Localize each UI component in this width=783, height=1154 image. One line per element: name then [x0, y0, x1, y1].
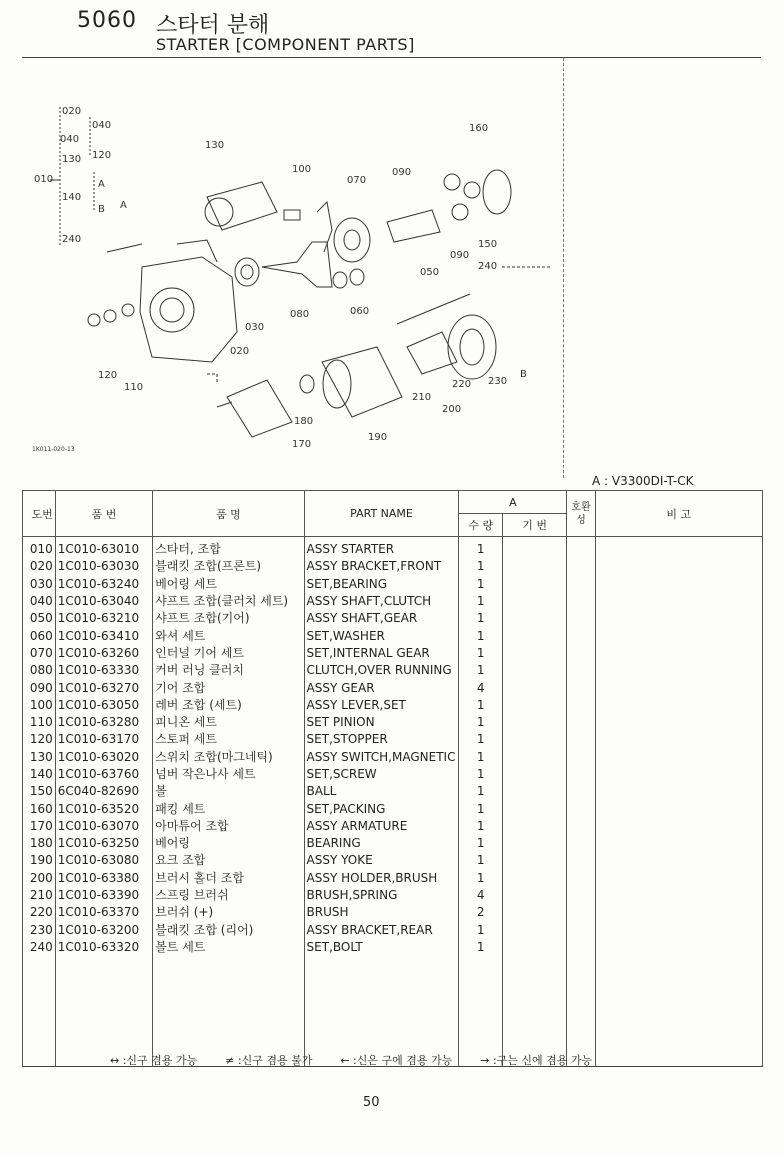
cell-empty — [567, 852, 595, 869]
cell-empty — [595, 904, 762, 921]
table-row — [23, 852, 763, 869]
cell-empty — [502, 697, 566, 714]
cell-empty — [502, 679, 566, 696]
cell-empty — [595, 714, 762, 731]
cell-empty — [55, 956, 152, 1067]
cell-empty — [567, 835, 595, 852]
callout-label: 040 — [60, 134, 80, 145]
cell-name-en: ASSY STARTER — [304, 537, 459, 559]
callout-label: 120 — [98, 370, 118, 381]
cell-name-kr: 패킹 세트 — [153, 800, 304, 817]
callout-label: 120 — [92, 150, 112, 161]
page-title-en: STARTER [COMPONENT PARTS] — [156, 35, 415, 54]
cell-no: 090 — [23, 679, 56, 696]
cell-empty — [304, 956, 459, 1067]
cell-qty: 1 — [459, 697, 502, 714]
cell-name-kr: 넘버 작은나사 세트 — [153, 766, 304, 783]
table-row — [23, 697, 763, 714]
callout-label: 230 — [488, 376, 508, 387]
cell-empty — [502, 870, 566, 887]
cell-part-no: 1C010-63070 — [55, 818, 152, 835]
cell-empty — [502, 835, 566, 852]
cell-part-no: 1C010-63050 — [55, 697, 152, 714]
cell-qty: 1 — [459, 939, 502, 956]
table-filler-row — [23, 956, 763, 1067]
callout-label: 060 — [350, 306, 370, 317]
table-row — [23, 835, 763, 852]
callout-label: 090 — [392, 167, 412, 178]
cell-empty — [502, 939, 566, 956]
table-row — [23, 818, 763, 835]
cell-qty: 1 — [459, 818, 502, 835]
cell-no: 100 — [23, 697, 56, 714]
cell-empty — [567, 922, 595, 939]
cell-no: 230 — [23, 922, 56, 939]
cell-empty — [567, 714, 595, 731]
cell-empty — [595, 627, 762, 644]
cell-qty: 1 — [459, 558, 502, 575]
cell-empty — [595, 558, 762, 575]
cell-no: 040 — [23, 593, 56, 610]
cell-name-en: CLUTCH,OVER RUNNING — [304, 662, 459, 679]
callout-label: 200 — [442, 404, 462, 415]
cell-name-en: SET,BEARING — [304, 576, 459, 593]
callout-label: 100 — [292, 164, 312, 175]
cell-name-en: ASSY LEVER,SET — [304, 697, 459, 714]
table-row — [23, 766, 763, 783]
cell-empty — [502, 662, 566, 679]
cell-empty — [595, 576, 762, 593]
cell-name-en: SET,PACKING — [304, 800, 459, 817]
cell-empty — [502, 956, 566, 1067]
cell-part-no: 1C010-63080 — [55, 852, 152, 869]
cell-qty: 4 — [459, 887, 502, 904]
callout-label: A — [98, 179, 105, 190]
cell-empty — [502, 818, 566, 835]
table-row — [23, 922, 763, 939]
cell-empty — [595, 749, 762, 766]
cell-name-en: SET,STOPPER — [304, 731, 459, 748]
cell-qty: 1 — [459, 645, 502, 662]
exploded-diagram — [22, 62, 562, 472]
cell-name-en: ASSY SHAFT,GEAR — [304, 610, 459, 627]
callout-label: 130 — [205, 140, 225, 151]
cell-name-kr: 샤프트 조합(클러치 세트) — [153, 593, 304, 610]
cell-part-no: 1C010-63210 — [55, 610, 152, 627]
cell-empty — [567, 645, 595, 662]
cell-empty — [595, 783, 762, 800]
cell-empty — [567, 904, 595, 921]
cell-name-en: BRUSH — [304, 904, 459, 921]
cell-name-kr: 베어링 — [153, 835, 304, 852]
cell-part-no: 6C040-82690 — [55, 783, 152, 800]
col-name-en-header: PART NAME — [304, 491, 459, 537]
cell-empty — [567, 818, 595, 835]
callout-label: 090 — [450, 250, 470, 261]
cell-no: 140 — [23, 766, 56, 783]
cell-name-kr: 레버 조합 (세트) — [153, 697, 304, 714]
cell-empty — [595, 766, 762, 783]
cell-part-no: 1C010-63760 — [55, 766, 152, 783]
callout-label: 220 — [452, 379, 472, 390]
cell-part-no: 1C010-63030 — [55, 558, 152, 575]
table-row — [23, 783, 763, 800]
cell-no: 240 — [23, 939, 56, 956]
cell-part-no: 1C010-63010 — [55, 537, 152, 559]
callout-label: 160 — [469, 123, 489, 134]
table-row — [23, 939, 763, 956]
cell-part-no: 1C010-63170 — [55, 731, 152, 748]
cell-name-kr: 블래킷 조합 (리어) — [153, 922, 304, 939]
cell-part-no: 1C010-63200 — [55, 922, 152, 939]
table-row — [23, 576, 763, 593]
cell-empty — [595, 800, 762, 817]
cell-empty — [595, 537, 762, 559]
cell-empty — [595, 818, 762, 835]
cell-part-no: 1C010-63020 — [55, 749, 152, 766]
cell-name-en: SET,SCREW — [304, 766, 459, 783]
table-row — [23, 610, 763, 627]
cell-no: 080 — [23, 662, 56, 679]
cell-name-en: ASSY ARMATURE — [304, 818, 459, 835]
table-row — [23, 887, 763, 904]
cell-name-kr: 피니온 세트 — [153, 714, 304, 731]
cell-empty — [502, 714, 566, 731]
figure-code: 1K011-020-13 — [32, 446, 75, 453]
cell-no: 130 — [23, 749, 56, 766]
cell-empty — [595, 610, 762, 627]
callout-label: 020 — [230, 346, 250, 357]
cell-name-kr: 와셔 세트 — [153, 627, 304, 644]
cell-qty: 1 — [459, 627, 502, 644]
cell-no: 030 — [23, 576, 56, 593]
cell-no: 070 — [23, 645, 56, 662]
cell-no: 020 — [23, 558, 56, 575]
cell-name-kr: 커버 러닝 클러치 — [153, 662, 304, 679]
cell-name-en: SET,WASHER — [304, 627, 459, 644]
cell-qty: 1 — [459, 783, 502, 800]
cell-name-en: BRUSH,SPRING — [304, 887, 459, 904]
page-number: 50 — [363, 1095, 380, 1110]
cell-part-no: 1C010-63330 — [55, 662, 152, 679]
cell-qty: 1 — [459, 870, 502, 887]
cell-no: 060 — [23, 627, 56, 644]
cell-name-en: ASSY BRACKET,FRONT — [304, 558, 459, 575]
cell-empty — [567, 576, 595, 593]
cell-empty — [595, 645, 762, 662]
callout-label: 040 — [92, 120, 112, 131]
cell-name-en: SET,BOLT — [304, 939, 459, 956]
callout-label: 070 — [347, 175, 367, 186]
callout-label: 010 — [34, 174, 54, 185]
cell-empty — [502, 887, 566, 904]
callout-label: 240 — [478, 261, 498, 272]
callout-label: 140 — [62, 192, 82, 203]
cell-empty — [595, 697, 762, 714]
callout-label: 130 — [62, 154, 82, 165]
cell-empty — [595, 835, 762, 852]
cell-name-en: BALL — [304, 783, 459, 800]
callout-label: 210 — [412, 392, 432, 403]
cell-empty — [595, 870, 762, 887]
cell-empty — [502, 593, 566, 610]
cell-empty — [502, 749, 566, 766]
col-qty-header: 수 량 — [459, 514, 502, 537]
table-row — [23, 662, 763, 679]
cell-part-no: 1C010-63320 — [55, 939, 152, 956]
cell-no: 150 — [23, 783, 56, 800]
cell-part-no: 1C010-63260 — [55, 645, 152, 662]
cell-name-kr: 브러쉬 (+) — [153, 904, 304, 921]
cell-empty — [595, 922, 762, 939]
cell-part-no: 1C010-63240 — [55, 576, 152, 593]
callout-label: B — [98, 204, 105, 215]
cell-no: 170 — [23, 818, 56, 835]
cell-empty — [567, 939, 595, 956]
col-part-no-header: 품 번 — [55, 491, 152, 537]
cell-empty — [567, 766, 595, 783]
cell-empty — [567, 679, 595, 696]
cell-name-kr: 요크 조합 — [153, 852, 304, 869]
cell-part-no: 1C010-63370 — [55, 904, 152, 921]
parts-table — [22, 490, 763, 1067]
cell-name-kr: 베어링 세트 — [153, 576, 304, 593]
cell-empty — [502, 627, 566, 644]
cell-no: 050 — [23, 610, 56, 627]
cell-qty: 1 — [459, 593, 502, 610]
callout-label: 030 — [245, 322, 265, 333]
cell-empty — [502, 783, 566, 800]
cell-empty — [502, 610, 566, 627]
table-row — [23, 731, 763, 748]
cell-qty: 1 — [459, 576, 502, 593]
callout-label: 170 — [292, 439, 312, 450]
cell-empty — [153, 956, 304, 1067]
cell-empty — [567, 749, 595, 766]
cell-name-en: ASSY YOKE — [304, 852, 459, 869]
cell-empty — [595, 731, 762, 748]
cell-empty — [567, 610, 595, 627]
callout-label: 020 — [62, 106, 82, 117]
cell-empty — [567, 662, 595, 679]
cell-part-no: 1C010-63280 — [55, 714, 152, 731]
table-row — [23, 558, 763, 575]
cell-name-kr: 샤프트 조합(기어) — [153, 610, 304, 627]
cell-name-en: SET PINION — [304, 714, 459, 731]
cell-empty — [502, 558, 566, 575]
cell-name-en: ASSY HOLDER,BRUSH — [304, 870, 459, 887]
callout-label: 190 — [368, 432, 388, 443]
cell-empty — [595, 956, 762, 1067]
cell-empty — [595, 887, 762, 904]
col-name-kr-header: 품 명 — [153, 491, 304, 537]
callout-label: 080 — [290, 309, 310, 320]
table-row — [23, 800, 763, 817]
cell-qty: 1 — [459, 537, 502, 559]
cell-qty: 2 — [459, 904, 502, 921]
cell-name-en: BEARING — [304, 835, 459, 852]
cell-name-en: ASSY BRACKET,REAR — [304, 922, 459, 939]
cell-empty — [567, 558, 595, 575]
cell-no: 160 — [23, 800, 56, 817]
col-replaced-header: 기 번 — [502, 514, 566, 537]
table-row — [23, 749, 763, 766]
cell-no: 180 — [23, 835, 56, 852]
cell-qty: 1 — [459, 662, 502, 679]
table-row — [23, 537, 763, 559]
cell-no: 220 — [23, 904, 56, 921]
cell-name-kr: 브러시 홀더 조합 — [153, 870, 304, 887]
cell-name-kr: 기어 조합 — [153, 679, 304, 696]
cell-empty — [502, 852, 566, 869]
table-row — [23, 679, 763, 696]
cell-empty — [567, 593, 595, 610]
cell-empty — [502, 766, 566, 783]
starter-exploded-view — [22, 62, 562, 472]
cell-name-kr: 스타터, 조합 — [153, 537, 304, 559]
callout-label: 150 — [478, 239, 498, 250]
cell-qty: 1 — [459, 714, 502, 731]
cell-empty — [567, 956, 595, 1067]
cell-qty: 1 — [459, 731, 502, 748]
cell-part-no: 1C010-63250 — [55, 835, 152, 852]
cell-empty — [23, 956, 56, 1067]
cell-part-no: 1C010-63410 — [55, 627, 152, 644]
callout-label: 180 — [294, 416, 314, 427]
table-row — [23, 593, 763, 610]
callout-label: B — [520, 369, 527, 380]
cell-qty: 1 — [459, 610, 502, 627]
cell-qty: 1 — [459, 835, 502, 852]
callout-label: 240 — [62, 234, 82, 245]
model-label: A : V3300DI-T-CK — [592, 474, 694, 488]
cell-part-no: 1C010-63520 — [55, 800, 152, 817]
cell-empty — [502, 922, 566, 939]
cell-name-kr: 볼 — [153, 783, 304, 800]
cell-no: 120 — [23, 731, 56, 748]
cell-empty — [459, 956, 502, 1067]
cell-empty — [595, 593, 762, 610]
cell-empty — [595, 939, 762, 956]
cell-qty: 1 — [459, 749, 502, 766]
cell-no: 110 — [23, 714, 56, 731]
cell-part-no: 1C010-63270 — [55, 679, 152, 696]
cell-name-kr: 스프링 브러쉬 — [153, 887, 304, 904]
cell-qty: 1 — [459, 800, 502, 817]
cell-empty — [567, 697, 595, 714]
cell-empty — [567, 800, 595, 817]
cell-empty — [502, 800, 566, 817]
cell-name-kr: 인터널 기어 세트 — [153, 645, 304, 662]
cell-name-en: SET,INTERNAL GEAR — [304, 645, 459, 662]
table-row — [23, 714, 763, 731]
cell-empty — [567, 731, 595, 748]
cell-empty — [502, 576, 566, 593]
diagram-divider — [563, 58, 564, 478]
cell-empty — [567, 537, 595, 559]
cell-qty: 4 — [459, 679, 502, 696]
cell-name-kr: 블래킷 조합(프론트) — [153, 558, 304, 575]
table-row — [23, 870, 763, 887]
cell-qty: 1 — [459, 852, 502, 869]
cell-empty — [595, 662, 762, 679]
cell-empty — [502, 904, 566, 921]
cell-empty — [502, 731, 566, 748]
cell-empty — [567, 870, 595, 887]
interchange-legend — [110, 1052, 592, 1068]
cell-name-kr: 아마튜어 조합 — [153, 818, 304, 835]
cell-part-no: 1C010-63380 — [55, 870, 152, 887]
cell-empty — [502, 537, 566, 559]
cell-part-no: 1C010-63040 — [55, 593, 152, 610]
cell-empty — [567, 783, 595, 800]
cell-part-no: 1C010-63390 — [55, 887, 152, 904]
cell-name-en: ASSY SWITCH,MAGNETIC — [304, 749, 459, 766]
col-interchange-header: 호환성 — [567, 491, 595, 537]
callout-label: 050 — [420, 267, 440, 278]
legend-item: ↔ :신구 겸용 가능 — [110, 1054, 198, 1067]
cell-name-kr: 스위치 조합(마그네틱) — [153, 749, 304, 766]
cell-name-en: ASSY SHAFT,CLUTCH — [304, 593, 459, 610]
cell-no: 010 — [23, 537, 56, 559]
legend-item: ← :신은 구에 겸용 가능 — [340, 1054, 453, 1067]
header-rule — [22, 57, 761, 58]
col-model-header: A — [459, 491, 567, 514]
legend-item: → :구는 신에 겸용 가능 — [480, 1054, 593, 1067]
cell-no: 200 — [23, 870, 56, 887]
cell-no: 210 — [23, 887, 56, 904]
cell-empty — [502, 645, 566, 662]
cell-empty — [595, 679, 762, 696]
cell-empty — [567, 887, 595, 904]
col-remarks-header: 비 고 — [595, 491, 762, 537]
table-row — [23, 627, 763, 644]
cell-name-kr: 스토퍼 세트 — [153, 731, 304, 748]
cell-name-en: ASSY GEAR — [304, 679, 459, 696]
cell-empty — [567, 627, 595, 644]
callout-label: A — [120, 200, 127, 211]
page-title-kr: 스타터 분해 — [156, 13, 270, 38]
cell-no: 190 — [23, 852, 56, 869]
cell-name-kr: 볼트 세트 — [153, 939, 304, 956]
cell-empty — [595, 852, 762, 869]
callout-label: 110 — [124, 382, 144, 393]
legend-item: ≠ :신구 겸용 불가 — [225, 1054, 313, 1067]
table-row — [23, 904, 763, 921]
table-row — [23, 645, 763, 662]
col-no-header: 도번 — [23, 491, 56, 537]
cell-qty: 1 — [459, 922, 502, 939]
group-code: 5060 — [77, 8, 137, 33]
cell-qty: 1 — [459, 766, 502, 783]
